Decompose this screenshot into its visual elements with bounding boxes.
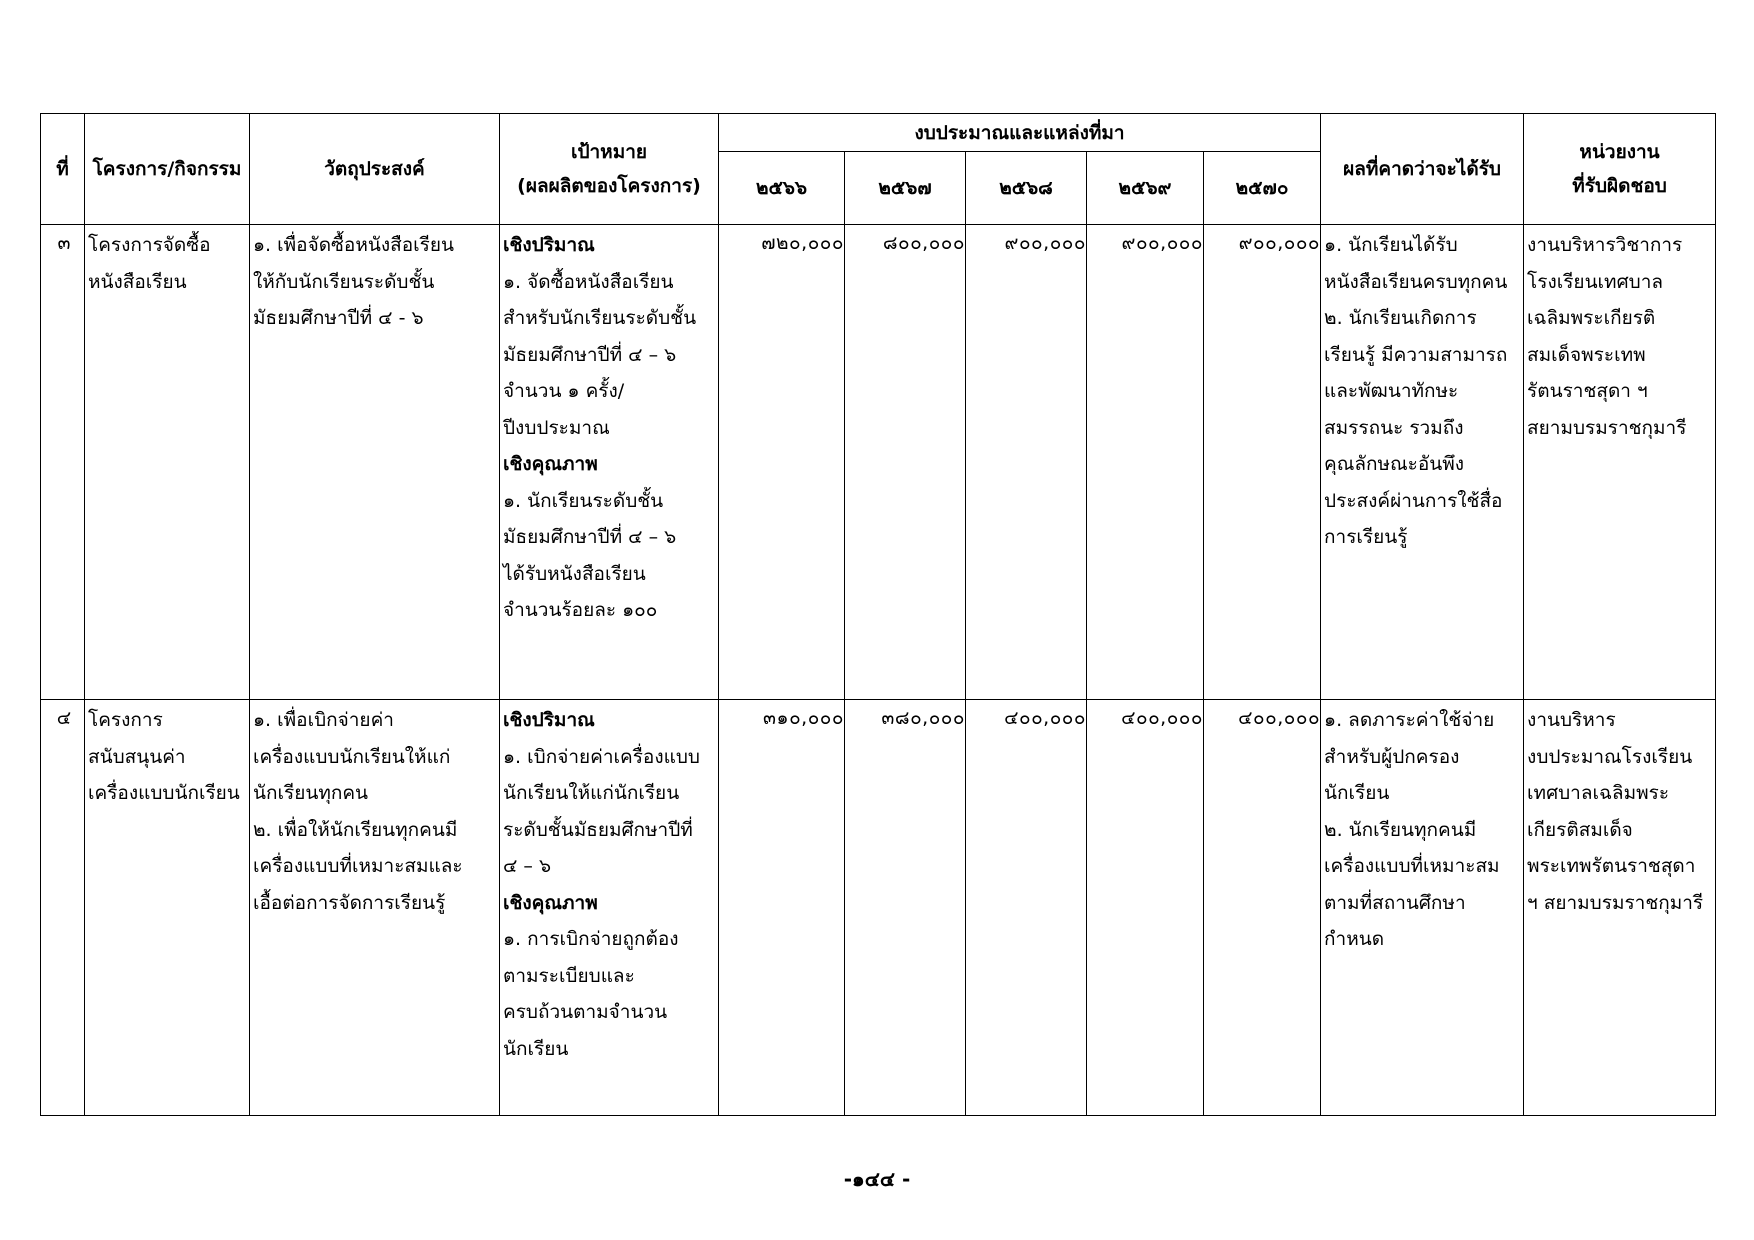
cell-line: ตามที่สถานศึกษา [1324, 891, 1466, 914]
expected-cell [1321, 225, 1524, 700]
budget-cell: ๙๐๐,๐๐๐ [1087, 225, 1204, 700]
cell-line: ๑. เพื่อเบิกจ่ายค่า [253, 709, 394, 732]
cell-line: สำหรับนักเรียนระดับชั้น [503, 307, 697, 329]
budget-cell: ๗๒๐,๐๐๐ [719, 225, 845, 700]
project-cell [85, 225, 250, 700]
cell-line: ให้กับนักเรียนระดับชั้น [253, 270, 435, 293]
header-year: ๒๕๖๘ [966, 152, 1087, 225]
target-cell [500, 700, 719, 1116]
budget-cell: ๙๐๐,๐๐๐ [1204, 225, 1321, 700]
budget-cell: ๘๐๐,๐๐๐ [845, 225, 966, 700]
cell-line: ๒. นักเรียนทุกคนมี [1324, 818, 1477, 841]
target-cell [500, 225, 719, 700]
cell-line: ๑. การเบิกจ่ายถูกต้อง [503, 928, 679, 951]
cell-line: มัธยมศึกษาปีที่ ๔ – ๖ [503, 343, 677, 366]
budget-cell: ๓๘๐,๐๐๐ [845, 700, 966, 1116]
objective-cell [250, 225, 500, 700]
cell-line: ๑. เพื่อจัดซื้อหนังสือเรียน [253, 234, 454, 256]
cell-line: มัธยมศึกษาปีที่ ๔ – ๖ [503, 526, 677, 548]
budget-cell: ๙๐๐,๐๐๐ [966, 225, 1087, 700]
project-plan-table [40, 113, 1716, 1116]
cell-line: จำนวนร้อยละ ๑๐๐ [503, 599, 658, 621]
agency-cell [1524, 700, 1716, 1116]
cell-line: เทศบาลเฉลิมพระ [1527, 782, 1670, 805]
cell-line: ประสงค์ผ่านการใช้สื่อ [1324, 489, 1503, 512]
cell-line: สมเด็จพระเทพ [1527, 343, 1646, 366]
cell-line: เครื่องแบบที่เหมาะสม [1324, 855, 1500, 878]
header-agency-line2: ที่รับผิดชอบ [1572, 175, 1667, 197]
cell-line: โรงเรียนเทศบาล [1527, 270, 1664, 293]
cell-line: เฉลิมพระเกียรติ [1527, 307, 1656, 329]
cell-line: ๑. นักเรียนได้รับ [1324, 234, 1458, 256]
cell-line: โครงการ [88, 709, 163, 732]
budget-cell: ๔๐๐,๐๐๐ [1204, 700, 1321, 1116]
cell-line: งานบริหารวิชาการ [1527, 234, 1683, 256]
cell-line: เชิงปริมาณ [503, 709, 595, 732]
table-row [41, 700, 1716, 1116]
cell-line: เครื่องแบบที่เหมาะสมและ [253, 855, 463, 878]
cell-line: ฯ สยามบรมราชกุมารี [1527, 891, 1704, 914]
cell-line: เครื่องแบบนักเรียนให้แก่ [253, 745, 451, 768]
cell-line: มัธยมศึกษาปีที่ ๔ - ๖ [253, 307, 424, 329]
cell-line: ๑. เบิกจ่ายค่าเครื่องแบบ [503, 745, 700, 768]
cell-line: ตามระเบียบและ [503, 964, 635, 987]
header-target-line2: (ผลผลิตของโครงการ) [517, 175, 701, 197]
project-cell [85, 700, 250, 1116]
cell-line: เครื่องแบบนักเรียน [88, 782, 240, 805]
cell-line: หนังสือเรียนครบทุกคน [1324, 270, 1508, 293]
table-row [41, 225, 1716, 700]
cell-line: ๒. นักเรียนเกิดการ [1324, 307, 1477, 329]
cell-line: สำหรับผู้ปกครอง [1324, 745, 1460, 768]
cell-line: การเรียนรู้ [1324, 526, 1408, 548]
budget-cell: ๓๑๐,๐๐๐ [719, 700, 845, 1116]
row-number: ๔ [41, 700, 85, 1116]
cell-line: เชิงคุณภาพ [503, 891, 598, 914]
cell-line: สมรรถนะ รวมถึง [1324, 416, 1464, 439]
cell-line: กำหนด [1324, 928, 1385, 951]
cell-line: งบประมาณโรงเรียน [1527, 745, 1693, 768]
header-year: ๒๕๖๗ [845, 152, 966, 225]
cell-line: จำนวน ๑ ครั้ง/ [503, 380, 625, 402]
budget-cell: ๔๐๐,๐๐๐ [966, 700, 1087, 1116]
table-header [41, 114, 1716, 225]
cell-line: นักเรียน [503, 1037, 569, 1060]
header-expected: ผลที่คาดว่าจะได้รับ [1321, 114, 1524, 225]
header-budget: งบประมาณและแหล่งที่มา [719, 114, 1321, 152]
cell-line: ๔ – ๖ [503, 855, 552, 878]
cell-line: ๑. จัดซื้อหนังสือเรียน [503, 270, 674, 293]
header-target-line1: เป้าหมาย [570, 141, 648, 163]
cell-line: เชิงปริมาณ [503, 234, 595, 256]
cell-line: นักเรียนทุกคน [253, 782, 369, 805]
cell-line: นักเรียนให้แก่นักเรียน [503, 782, 680, 805]
header-agency-line1: หน่วยงาน [1579, 141, 1660, 163]
page-number: -๑๔๔ - [843, 1167, 911, 1191]
cell-line: เรียนรู้ มีความสามารถ [1324, 343, 1508, 366]
cell-line: ปีงบประมาณ [503, 416, 610, 439]
header-no: ที่ [41, 114, 85, 225]
header-year: ๒๕๖๙ [1087, 152, 1204, 225]
cell-line: และพัฒนาทักษะ [1324, 380, 1459, 402]
row-number: ๓ [41, 225, 85, 700]
header-agency [1524, 114, 1716, 225]
objective-cell [250, 700, 500, 1116]
expected-cell [1321, 700, 1524, 1116]
cell-line: โครงการจัดซื้อ [88, 234, 211, 256]
cell-line: ได้รับหนังสือเรียน [503, 562, 646, 585]
header-target [500, 114, 719, 225]
cell-line: เชิงคุณภาพ [503, 453, 598, 475]
cell-line: เกียรติสมเด็จ [1527, 818, 1633, 841]
cell-line: ๑. นักเรียนระดับชั้น [503, 489, 664, 512]
cell-line: ครบถ้วนตามจำนวน [503, 1001, 668, 1024]
cell-line: หนังสือเรียน [88, 270, 187, 293]
cell-line: ๑. ลดภาระค่าใช้จ่าย [1324, 709, 1495, 732]
cell-line: เอื้อต่อการจัดการเรียนรู้ [253, 891, 446, 914]
header-year: ๒๕๗๐ [1204, 152, 1321, 225]
header-objective: วัตถุประสงค์ [250, 114, 500, 225]
header-project: โครงการ/กิจกรรม [85, 114, 250, 225]
cell-line: สนับสนุนค่า [88, 745, 186, 768]
cell-line: คุณลักษณะอันพึง [1324, 453, 1465, 475]
cell-line: ๒. เพื่อให้นักเรียนทุกคนมี [253, 818, 458, 841]
agency-cell [1524, 225, 1716, 700]
cell-line: สยามบรมราชกุมารี [1527, 416, 1687, 439]
cell-line: นักเรียน [1324, 782, 1390, 805]
cell-line: รัตนราชสุดา ฯ [1527, 380, 1648, 402]
cell-line: ระดับชั้นมัธยมศึกษาปีที่ [503, 818, 693, 841]
budget-cell: ๔๐๐,๐๐๐ [1087, 700, 1204, 1116]
cell-line: พระเทพรัตนราชสุดา [1527, 855, 1696, 878]
cell-line: งานบริหาร [1527, 709, 1616, 732]
header-year: ๒๕๖๖ [719, 152, 845, 225]
